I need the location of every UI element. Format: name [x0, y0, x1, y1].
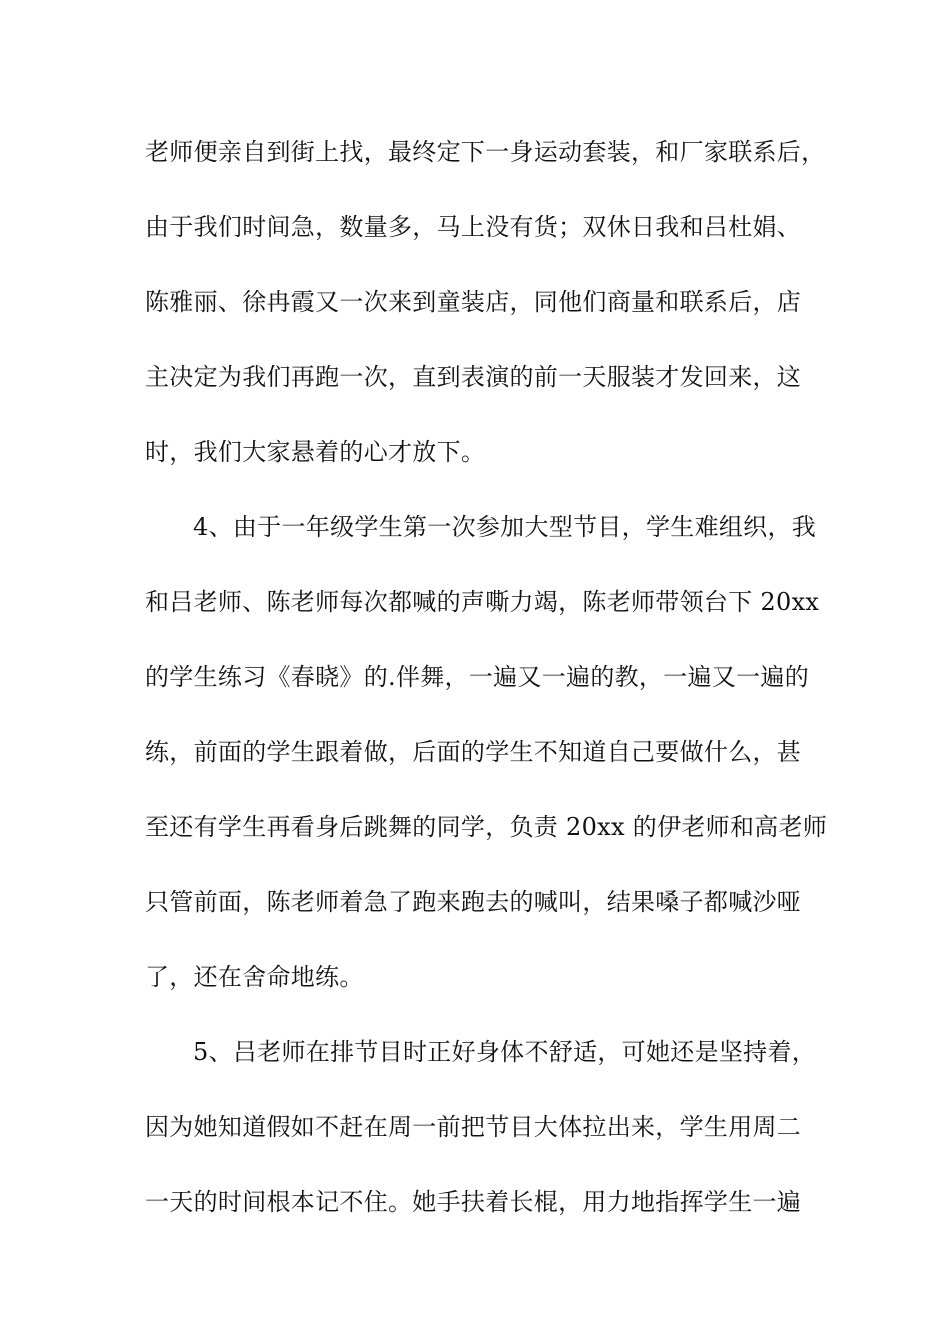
paragraph-line: 老师便亲自到街上找，最终定下一身运动套装，和厂家联系后， — [145, 138, 826, 166]
paragraph-first-line: 5、吕老师在排节目时正好身体不舒适，可她还是坚持着， — [193, 1038, 817, 1066]
paragraph-line: 只管前面，陈老师着急了跑来跑去的喊叫，结果嗓子都喊沙哑 — [145, 888, 802, 916]
paragraph-line: 一天的时间根本记不住。她手扶着长棍，用力地指挥学生一遍 — [145, 1188, 802, 1216]
paragraph-line: 时，我们大家悬着的心才放下。 — [145, 438, 486, 466]
paragraph-line: 主决定为我们再跑一次，直到表演的前一天服装才发回来，这 — [145, 363, 802, 391]
paragraph-line: 的学生练习《春晓》的.伴舞，一遍又一遍的教，一遍又一遍的 — [145, 663, 810, 691]
paragraph-first-line: 4、由于一年级学生第一次参加大型节目，学生难组织，我 — [193, 513, 817, 541]
paragraph-line: 和吕老师、陈老师每次都喊的声嘶力竭，陈老师带领台下 20xx — [145, 588, 820, 616]
paragraph-line: 陈雅丽、徐冉霞又一次来到童装店，同他们商量和联系后，店 — [145, 288, 802, 316]
paragraph-line: 因为她知道假如不赶在周一前把节目大体拉出来，学生用周二 — [145, 1113, 802, 1141]
paragraph-line: 了，还在舍命地练。 — [145, 963, 364, 991]
paragraph-line: 至还有学生再看身后跳舞的同学，负责 20xx 的伊老师和高老师 — [145, 813, 828, 841]
paragraph-line: 由于我们时间急，数量多，马上没有货；双休日我和吕杜娟、 — [145, 213, 802, 241]
paragraph-line: 练，前面的学生跟着做，后面的学生不知道自己要做什么，甚 — [145, 738, 802, 766]
